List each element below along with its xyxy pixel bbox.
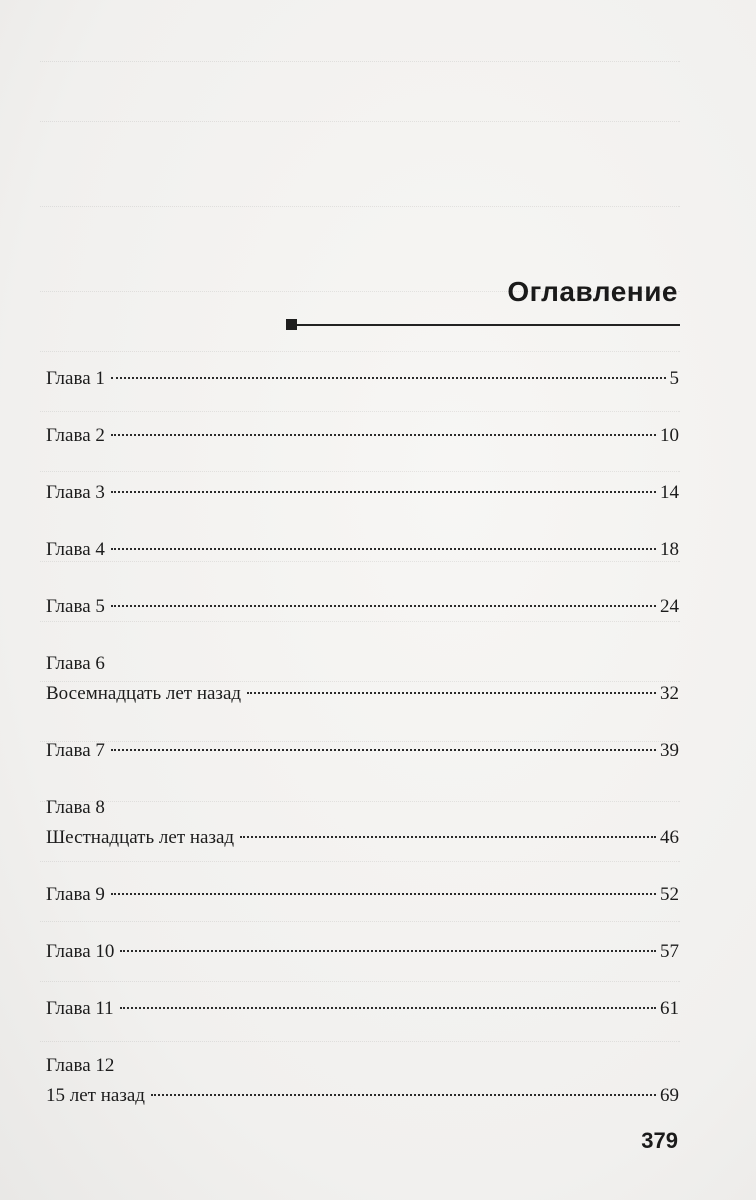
toc-entry[interactable]	[46, 736, 679, 766]
chapter-title: Глава 5	[46, 596, 105, 617]
toc-entry[interactable]	[46, 994, 679, 1024]
page-ref: 61	[660, 998, 679, 1019]
table-of-contents	[46, 364, 679, 1111]
chapter-title: Глава 4	[46, 539, 105, 560]
chapter-title: Глава 7	[46, 740, 105, 761]
dot-leader	[111, 490, 656, 493]
chapter-subtitle: Восемнадцать лет назад	[46, 683, 242, 704]
toc-entry[interactable]	[46, 880, 679, 910]
dot-leader	[151, 1093, 656, 1096]
toc-entry[interactable]	[46, 649, 679, 709]
heading-rule-square	[286, 319, 297, 330]
dot-leader	[111, 604, 656, 607]
dot-leader	[111, 547, 656, 550]
chapter-title: Глава 12	[46, 1055, 115, 1076]
dot-leader	[247, 691, 656, 694]
page-ref: 18	[660, 539, 679, 560]
chapter-title: Глава 10	[46, 941, 115, 962]
page-ref: 10	[660, 425, 679, 446]
toc-entry[interactable]	[46, 478, 679, 508]
toc-entry[interactable]	[46, 535, 679, 565]
dot-leader	[120, 1006, 656, 1009]
dot-leader	[111, 376, 666, 379]
dot-leader	[120, 949, 656, 952]
page-ref: 57	[660, 941, 679, 962]
toc-entry[interactable]	[46, 1051, 679, 1111]
page-ref: 5	[669, 368, 679, 389]
dot-leader	[111, 433, 656, 436]
page-ref: 39	[660, 740, 679, 761]
dot-leader	[240, 835, 656, 838]
toc-entry[interactable]	[46, 421, 679, 451]
page-ref: 69	[660, 1085, 679, 1106]
chapter-title: Глава 9	[46, 884, 105, 905]
page-ref: 24	[660, 596, 679, 617]
page-ref: 14	[660, 482, 679, 503]
chapter-subtitle: Шестнадцать лет назад	[46, 827, 235, 848]
page-ref: 32	[660, 683, 679, 704]
chapter-title: Глава 6	[46, 653, 105, 674]
chapter-subtitle: 15 лет назад	[46, 1085, 145, 1106]
chapter-title: Глава 8	[46, 797, 105, 818]
toc-heading: Оглавление	[507, 276, 678, 307]
dot-leader	[111, 892, 656, 895]
page-ref: 46	[660, 827, 679, 848]
toc-entry[interactable]	[46, 364, 679, 394]
toc-entry[interactable]	[46, 592, 679, 622]
dot-leader	[111, 748, 656, 751]
toc-entry[interactable]	[46, 937, 679, 967]
chapter-title: Глава 3	[46, 482, 105, 503]
page-number: 379	[641, 1128, 678, 1153]
toc-entry[interactable]	[46, 793, 679, 853]
chapter-title: Глава 2	[46, 425, 105, 446]
chapter-title: Глава 1	[46, 368, 105, 389]
page-ref: 52	[660, 884, 679, 905]
chapter-title: Глава 11	[46, 998, 114, 1019]
heading-rule	[288, 324, 680, 326]
